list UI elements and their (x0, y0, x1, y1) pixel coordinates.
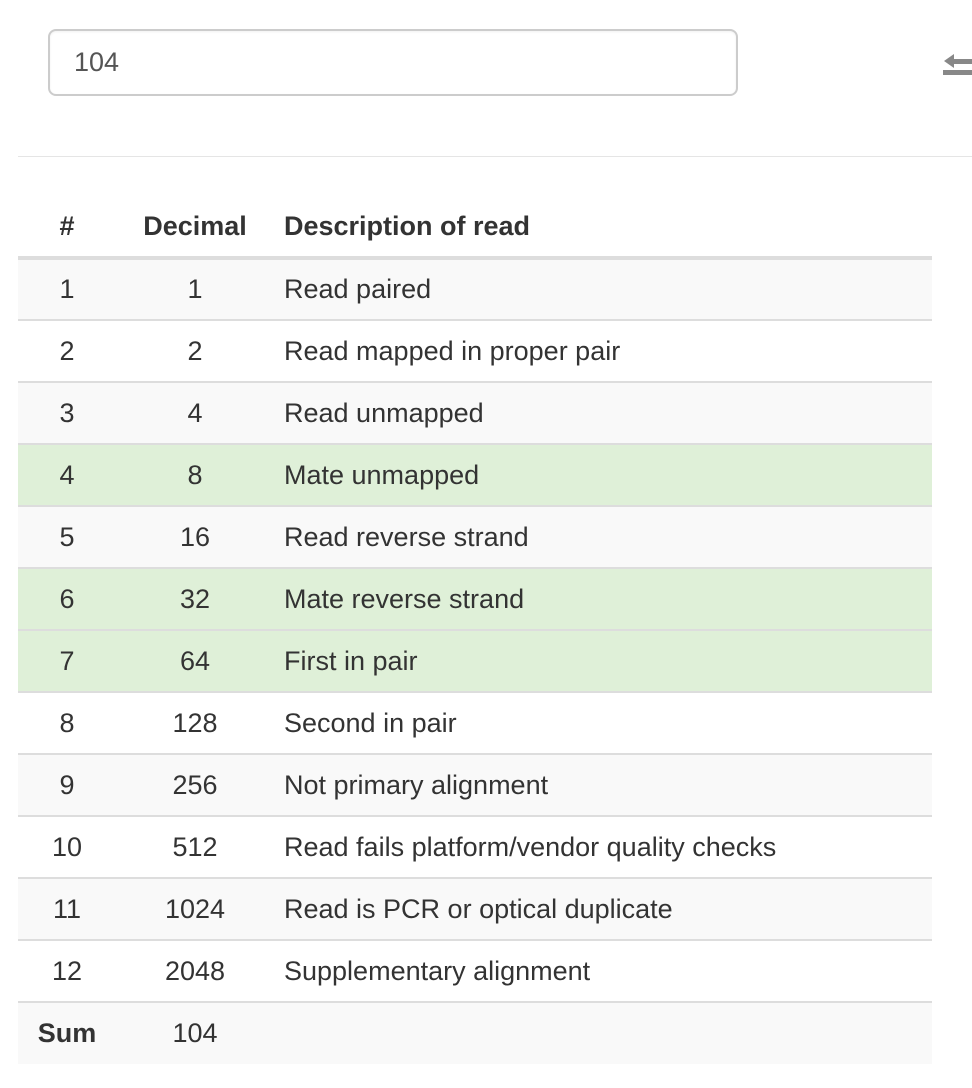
flag-decimal: 16 (116, 506, 274, 568)
swap-arrows-icon[interactable] (940, 44, 972, 84)
sum-value: 104 (116, 1002, 274, 1064)
sum-description-empty (274, 1002, 932, 1064)
flag-description: Read unmapped (274, 382, 932, 444)
flag-number: 8 (18, 692, 116, 754)
header-description: Description of read (274, 196, 932, 258)
flag-number: 9 (18, 754, 116, 816)
flag-description: Second in pair (274, 692, 932, 754)
flag-value-input[interactable] (48, 29, 738, 96)
table-row (18, 940, 932, 1002)
table-row (18, 816, 932, 878)
table-row (18, 258, 932, 320)
flag-description: Read paired (274, 258, 932, 320)
flag-number: 7 (18, 630, 116, 692)
flag-number: 5 (18, 506, 116, 568)
flag-decimal: 2048 (116, 940, 274, 1002)
table-header-row (18, 196, 932, 258)
flag-description: Not primary alignment (274, 754, 932, 816)
section-divider (18, 156, 972, 157)
flag-decimal: 2 (116, 320, 274, 382)
flag-description: Read fails platform/vendor quality checks (274, 816, 932, 878)
table-row (18, 878, 932, 940)
sum-row (18, 1002, 932, 1064)
flag-decimal: 8 (116, 444, 274, 506)
flag-decimal: 1024 (116, 878, 274, 940)
flag-number: 1 (18, 258, 116, 320)
flag-number: 3 (18, 382, 116, 444)
header-number: # (18, 196, 116, 258)
flag-description: Read is PCR or optical duplicate (274, 878, 932, 940)
flag-decimal: 512 (116, 816, 274, 878)
flag-number: 2 (18, 320, 116, 382)
flag-description: Read reverse strand (274, 506, 932, 568)
table-row (18, 630, 932, 692)
sum-label: Sum (18, 1002, 116, 1064)
flag-description: Mate reverse strand (274, 568, 932, 630)
flag-number: 6 (18, 568, 116, 630)
flag-number: 4 (18, 444, 116, 506)
flag-number: 11 (18, 878, 116, 940)
flag-description: First in pair (274, 630, 932, 692)
flag-decimal: 4 (116, 382, 274, 444)
table-row (18, 382, 932, 444)
flag-decimal: 256 (116, 754, 274, 816)
header-decimal: Decimal (116, 196, 274, 258)
flag-decimal: 1 (116, 258, 274, 320)
flag-number: 10 (18, 816, 116, 878)
table-row (18, 506, 932, 568)
table-row (18, 692, 932, 754)
table-row (18, 444, 932, 506)
flag-number: 12 (18, 940, 116, 1002)
table-row (18, 320, 932, 382)
flag-decimal: 128 (116, 692, 274, 754)
flag-decimal: 64 (116, 630, 274, 692)
table-row (18, 754, 932, 816)
flag-description: Supplementary alignment (274, 940, 932, 1002)
flag-description: Read mapped in proper pair (274, 320, 932, 382)
flag-description: Mate unmapped (274, 444, 932, 506)
flag-decimal: 32 (116, 568, 274, 630)
table-row (18, 568, 932, 630)
sam-flags-table (18, 196, 932, 1064)
